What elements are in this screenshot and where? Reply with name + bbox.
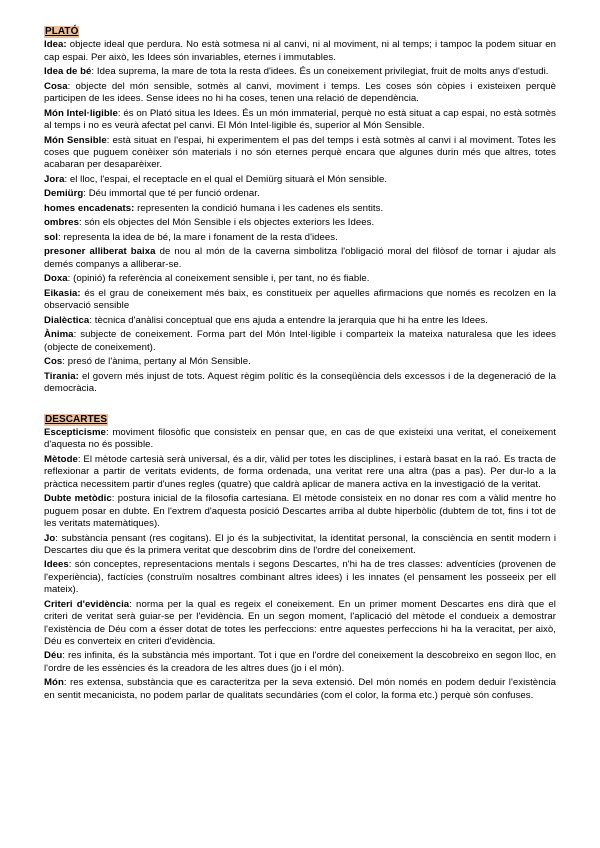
entry-term: Jo (44, 532, 56, 544)
glossary-entry (44, 203, 556, 215)
entry-definition: de nou al món de la caverna simbolitza l'obligació moral del filòsof de tornar i ajudar als demés companys a alliberar-se. (44, 246, 556, 270)
glossary-entry (44, 493, 556, 530)
glossary-entry (44, 599, 556, 649)
glossary-entry (44, 135, 556, 172)
glossary-entry (44, 677, 556, 702)
entry-term: Mètode (44, 453, 78, 465)
glossary-entry (44, 81, 556, 106)
glossary-entry (44, 108, 556, 133)
entry-definition: : són conceptes, representacions mentals i segons Descartes, n'hi ha de tres classes: adventícies (provenen de l'experiència), factícies (construïm nosaltres combinant altres idees) i les innates (el pensament les posseeix per ell mateix). (44, 559, 556, 596)
glossary-entry (44, 217, 556, 229)
entry-definition: : El mètode cartesià serà universal, és a dir, vàlid per totes les disciplines, i estarà basat en la raó. Es tracta de reflexionar a partir de veritats evidents, de forma ordenada, una veritat rere una altra (pas a pas). Per dur-lo a la pràctica necessitem partir d'unes regles (quatre) que caldrà aplicar de manera activa en la investigació de la veritat. (44, 453, 556, 490)
entry-term: Cosa (44, 80, 68, 92)
entry-definition: : substància pensant (res cogitans). El jo és la subjectivitat, la identitat personal, la consciència en sentit modern i Descartes diu que és la primera veritat que descobrim dins de l'ordre del coneixement. (44, 532, 556, 556)
section-plat (44, 26, 556, 395)
entry-term: homes encadenats: (44, 202, 135, 214)
glossary-entry (44, 371, 556, 396)
glossary-entry (44, 559, 556, 596)
glossary-entry (44, 427, 556, 452)
entry-definition: : són els objectes del Món Sensible i els objectes exteriors les Idees. (78, 217, 375, 229)
glossary-entry (44, 174, 556, 186)
glossary-entry (44, 315, 556, 327)
entry-definition: : subjecte de coneixement. Forma part del Món Intel·ligible i comparteix la mateixa naturalesa que les idees (objecte de coneixement). (44, 329, 556, 353)
entry-term: Eikasia: (44, 287, 81, 299)
entry-definition: : està situat en l'espai, hi experimentem el pas del temps i està sotmès al canvi i al moviment. Totes les coses que puguem conèixer són materials i no són eternes perquè encara que algunes durin més que altres, totes acabaran per desaparèixer. (44, 134, 557, 171)
entry-term: presoner alliberat baixa (44, 246, 156, 258)
entry-term: Idea: (44, 39, 67, 51)
entry-term: Món Sensible (44, 134, 107, 146)
entry-definition: : representa la idea de bé, la mare i fonament de la resta d'idees. (58, 231, 338, 243)
entry-term: Idees (44, 559, 69, 571)
glossary-entry (44, 273, 556, 285)
section-spacer (44, 398, 556, 414)
glossary-entry (44, 188, 556, 200)
entry-definition: és el grau de coneixement més baix, es constitueix per aquelles afirmacions que només es recolzen en la observació sensible (44, 287, 556, 312)
entry-term: Déu (44, 650, 63, 662)
entry-term: Cos (44, 356, 63, 368)
entry-term: Escepticisme (44, 426, 106, 438)
glossary-entry (44, 288, 556, 313)
entry-definition: el govern més injust de tots. Aquest règim polític és la conseqüència dels excessos i de la degeneració de la democràcia. (44, 370, 556, 395)
entry-term: Món Intel·ligible (44, 107, 118, 119)
section-heading: DESCARTES (45, 413, 108, 425)
glossary-entry (44, 232, 556, 244)
entry-definition: : és on Plató situa les Idees. És un món immaterial, perquè no està situat a cap espai, no està sotmès al temps i no es veurà afectat pel canvi. El Món Intel·ligible és, superior al Món Sensible. (44, 107, 556, 132)
entry-term: ombres (44, 217, 79, 229)
glossary-entry (44, 39, 556, 64)
entry-definition: : Idea suprema, la mare de tota la resta d'idees. És un coneixement privilegiat, fruit de molts anys d'estudi. (91, 66, 549, 78)
glossary-entry (44, 533, 556, 558)
glossary-entry (44, 246, 556, 271)
entry-definition: : res infinita, és la substància més important. Tot i que en l'ordre del coneixement la descobreixo en segon lloc, en l'ordre de les essències és la creadora de les altres dues (jo i el món). (44, 650, 556, 674)
entry-definition: : moviment filosòfic que consisteix en pensar que, en cas de que existeixi una veritat, el coneixement d'aquesta no és possible. (44, 426, 556, 451)
entry-term: Dubte metòdic (44, 493, 112, 505)
glossary-entry (44, 356, 556, 368)
entry-definition: objecte ideal que perdura. No està sotmesa ni al canvi, ni al moviment, ni al temps; i tampoc la podem situar en cap espai. Per això, les Idees són invariables, eternes i immutables. (44, 39, 556, 63)
entry-definition: : Déu immortal que té per funció ordenar. (83, 188, 260, 200)
entry-definition: representen la condició humana i les cadenes els sentits. (134, 202, 384, 214)
entry-definition: : (opinió) fa referència al coneixement sensible i, per tant, no és fiable. (67, 273, 370, 285)
glossary-page (44, 26, 556, 704)
section-descartes (44, 414, 556, 703)
entry-definition: : postura inicial de la filosofia cartesiana. El mètode consisteix en no donar res com a vàlid mentre ho puguem posar en dubte. En l'extrem d'aquesta posició Descartes arriba al dubte hiperbòlic (dubtem de tot, fins i tot de les veritats matemàtiques). (44, 493, 557, 529)
entry-term: Idea de bé (44, 66, 92, 78)
entry-definition: : objecte del món sensible, sotmès al canvi, moviment i temps. Les coses són còpies i existeixen perquè participen de les idees. Sense idees no hi ha coses, tenen una relació de dependència. (44, 80, 556, 105)
entry-term: sol (44, 231, 59, 243)
entry-term: Tirania: (44, 370, 79, 382)
entry-definition: : el lloc, l'espai, el receptacle en el qual el Demiürg situarà el Món sensible. (64, 173, 388, 185)
glossary-entry (44, 329, 556, 354)
entry-definition: : res extensa, substància que es caracteritza per la seva extensió. Del món només en podem deduir l'existència en sentit mecanicista, no podem parlar de qualitats secundàries (com el color, la forma etc.) perquè són confuses. (44, 677, 556, 701)
glossary-sections (44, 26, 556, 702)
entry-term: Ànima (44, 329, 74, 341)
entry-definition: : norma per la qual es regeix el coneixement. En un primer moment Descartes ens dirà que el criteri de veritat serà guiar-se per l'evidència. En un segon moment, l'aplicació del mètode el condueix a demostrar l'existència de Déu com a ésser dotat de totes les perfeccions: entre aquestes perfeccions hi ha la veracitat, per això, Déu es converteix en criteri d'evidència. (44, 598, 556, 647)
entry-term: Jora (44, 173, 65, 185)
entry-definition: : tècnica d'anàlisi conceptual que ens ajuda a entendre la jerarquia que hi ha entre les Idees. (89, 314, 488, 326)
entry-term: Criteri d'evidència (44, 598, 130, 610)
glossary-entry (44, 454, 556, 491)
glossary-entry (44, 66, 556, 78)
section-heading: PLATÓ (45, 26, 79, 37)
entry-term: Doxa (44, 273, 68, 285)
entry-term: Dialèctica (44, 314, 90, 326)
entry-term: Món (44, 677, 64, 689)
glossary-entry (44, 650, 556, 675)
entry-definition: : presó de l'ànima, pertany al Món Sensible. (62, 356, 251, 368)
entry-term: Demiürg (44, 188, 84, 200)
